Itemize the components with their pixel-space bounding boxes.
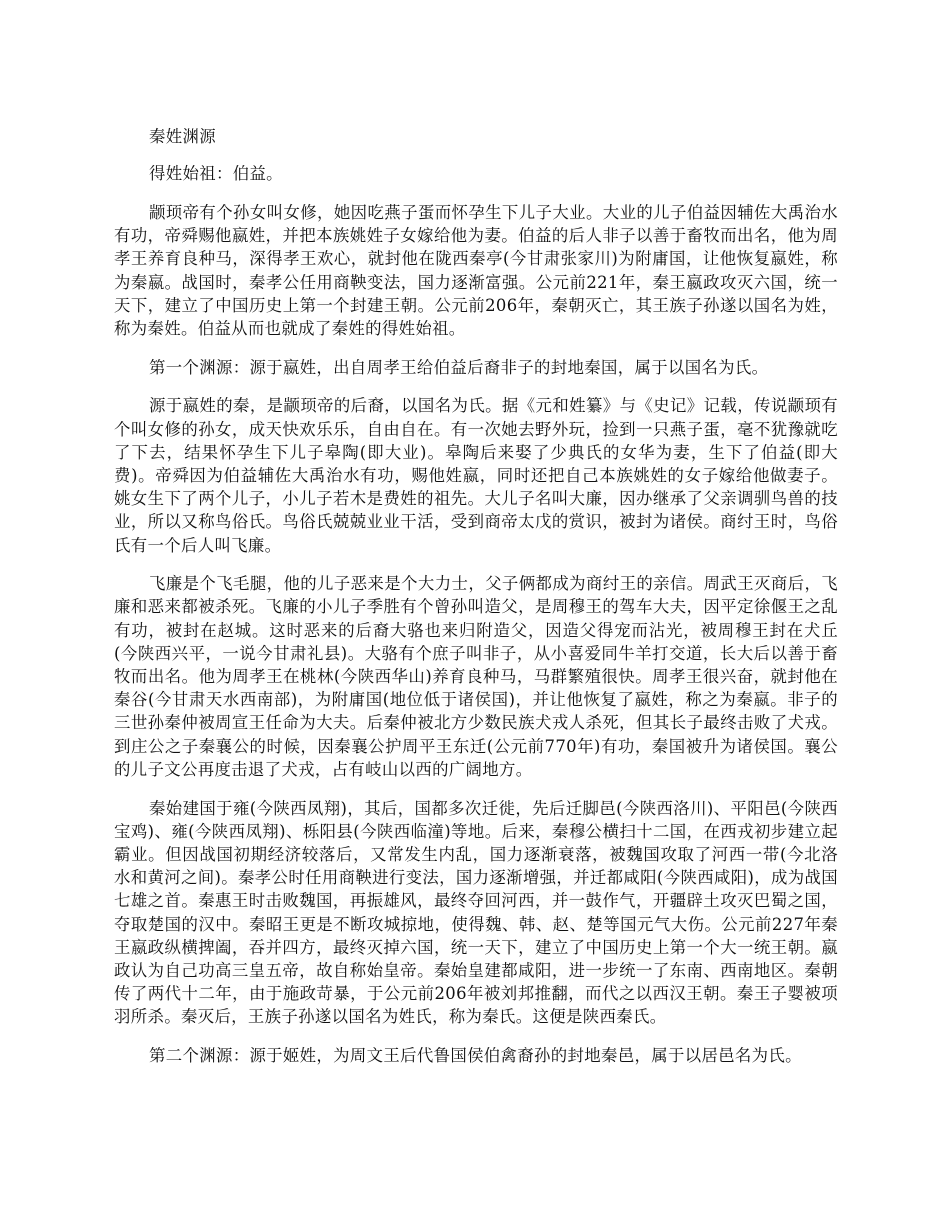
paragraph-second-source: 第二个渊源：源于姬姓，为周文王后代鲁国侯伯禽裔孙的封地秦邑，属于以居邑名为氏。 <box>149 1046 802 1066</box>
paragraph-feilian: 飞廉是个飞毛腿，他的儿子恶来是个大力士，父子俩都成为商纣王的亲信。周武王灭商后，飞廉和恶来都被杀死。飞廉的小儿子季胜有个曾孙叫造父，是周穆王的驾车大夫，因平定徐偃王之乱有功，被封在赵城。这时恶来的后裔大骆也来归附造父，因造父得宠而沾光，被周穆王封在犬丘(今陕西兴平，一说今甘肃礼县)。大骆有个庶子叫非子，从小喜爱同牛羊打交道，长大后以善于畜牧而出名。他为周孝王在桃林(今陕西华山)养育良种马，马群繁殖很快。周孝王很兴奋，就封他在秦谷(今甘肃天水西南部)，为附庸国(地位低于诸侯国)，并让他恢复了嬴姓，称之为秦嬴。非子的三世孙秦仲被周宣王任命为大夫。后秦仲被北方少数民族犬戎人杀死，但其长子最终击败了犬戎。到庄公之子秦襄公的时候，因秦襄公护周平王东迁(公元前770年)有功，秦国被升为诸侯国。襄公的儿子文公再度击退了犬戎，占有岐山以西的广阔地方。 <box>114 574 838 779</box>
paragraph-first-source: 第一个渊源：源于嬴姓，出自周孝王给伯益后裔非子的封地秦国，属于以国名为氏。 <box>149 357 769 377</box>
paragraph-origin-story: 颛顼帝有个孙女叫女修，她因吃燕子蛋而怀孕生下儿子大业。大业的儿子伯益因辅佐大禹治水有功，帝舜赐他嬴姓，并把本族姚姓子女嫁给他为妻。伯益的后人非子以善于畜牧而出名，他为周孝王养育良种马，深得孝王欢心，就封他在陇西秦亭(今甘肃张家川)为附庸国，让他恢复嬴姓，称为秦嬴。战国时，秦孝公任用商鞅变法，国力逐渐富强。公元前221年，秦王嬴政攻灭六国，统一天下，建立了中国历史上第一个封建王朝。公元前206年，秦朝灭亡，其王族子孙遂以国名为姓，称为秦姓。伯益从而也就成了秦姓的得姓始祖。 <box>114 202 838 338</box>
paragraph-qin-state: 秦始建国于雍(今陕西凤翔)，其后，国都多次迁徙，先后迁脚邑(今陕西洛川)、平阳邑(今陕西宝鸡)、雍(今陕西凤翔)、栎阳县(今陕西临潼)等地。后来，秦穆公横扫十二国，在西戎初步建立起霸业。但因战国初期经济较落后，又常发生内乱，国力逐渐衰落，被魏国攻取了河西一带(今北洛水和黄河之间)。秦孝公时任用商鞅进行变法，国力逐渐增强，并迁都咸阳(今陕西咸阳)，成为战国七雄之首。秦惠王时击败魏国，再振雄风，最终夺回河西，并一鼓作气，开疆辟土攻灭巴蜀之国，夺取楚国的汉中。秦昭王更是不断攻城掠地，使得魏、韩、赵、楚等国元气大伤。公元前227年秦王嬴政纵横捭阖，吞并四方，最终灭掉六国，统一天下，建立了中国历史上第一个大一统王朝。嬴政认为自己功高三皇五帝，故自称始皇帝。秦始皇建都咸阳，进一步统一了东南、西南地区。秦朝传了两代十二年，由于施政苛暴，于公元前206年被刘邦推翻，而代之以西汉王朝。秦王子婴被项羽所杀。秦灭后，王族子孙遂以国名为姓氏，称为秦氏。这便是陕西秦氏。 <box>114 798 838 1027</box>
document-title: 秦姓渊源 <box>149 127 216 146</box>
paragraph-ying-surname: 源于嬴姓的秦，是颛顼帝的后裔，以国名为氏。据《元和姓纂》与《史记》记载，传说颛顼有个叫女修的孙女，成天快欢乐乐，自由自在。有一次她去野外玩，捡到一只燕子蛋，毫不犹豫就吃了下去，结果怀孕生下儿子皋陶(即大业)。皋陶后来娶了少典氏的女华为妻，生下了伯益(即大费)。帝舜因为伯益辅佐大禹治水有功，赐他姓嬴，同时还把自己本族姚姓的女子嫁给他做妻子。姚女生下了两个儿子，小儿子若木是费姓的祖先。大儿子名叫大廉，因办继承了父亲调驯鸟兽的技业，所以又称鸟俗氏。鸟俗氏兢兢业业干活，受到商帝太戊的赏识，被封为诸侯。商纣王时，鸟俗氏有一个后人叫飞廉。 <box>114 396 838 555</box>
paragraph-ancestor: 得姓始祖：伯益。 <box>149 164 283 184</box>
document-page <box>114 125 838 1083</box>
